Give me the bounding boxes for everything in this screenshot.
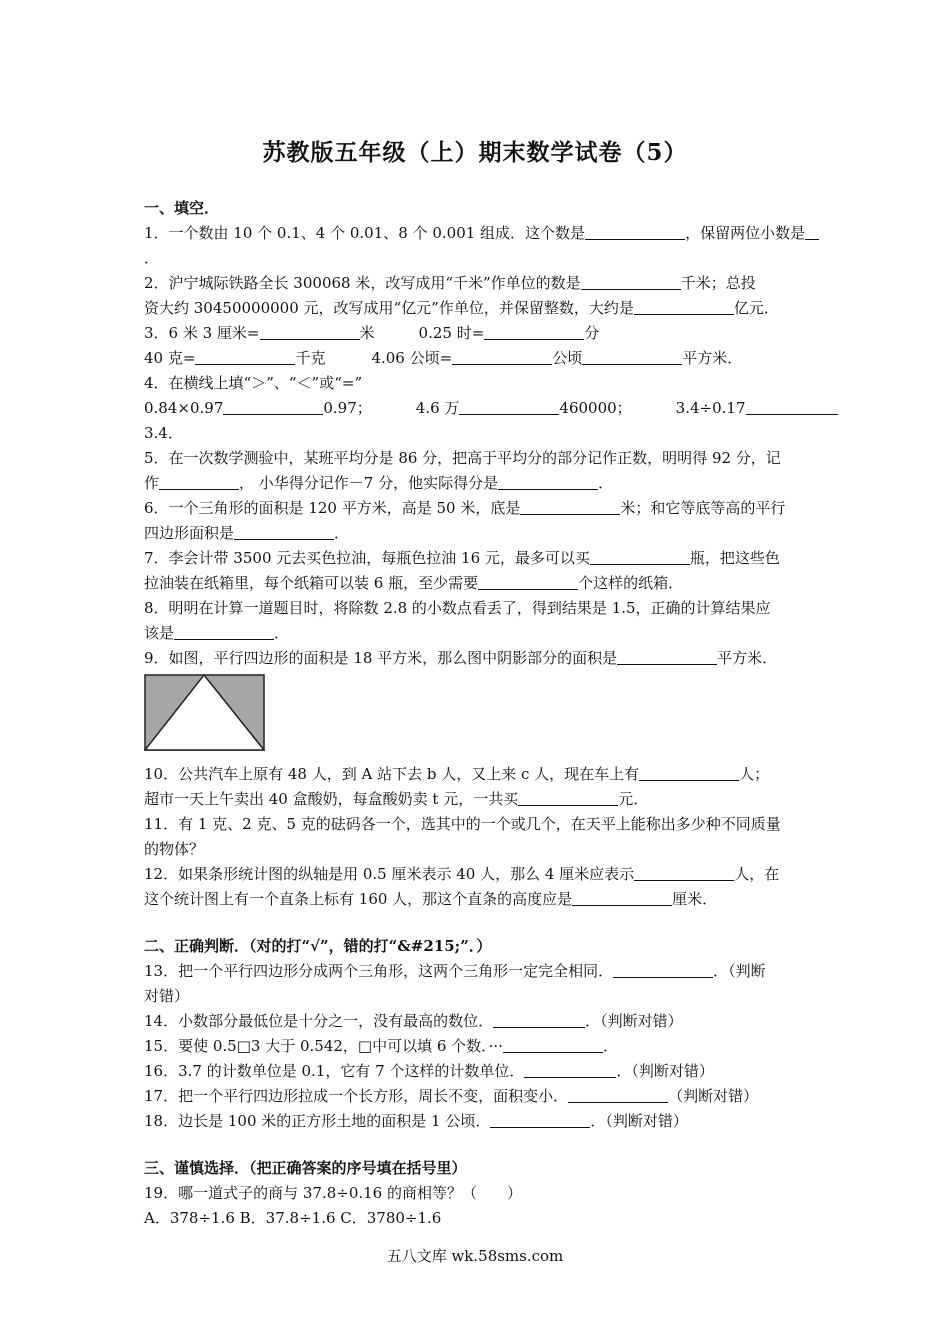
answer-blank[interactable]	[805, 223, 819, 240]
answer-blank[interactable]	[490, 1111, 590, 1128]
section-2-heading: 二、正确判断．（对的打“√”，错的打“&#215;”．）	[144, 937, 492, 955]
question-17: 17．把一个平行四边形拉成一个长方形，周长不变，面积变小． （判断对错）	[144, 1087, 759, 1105]
question-4: 4．在横线上填“＞”、“＜”或“=”	[144, 374, 363, 392]
answer-blank[interactable]	[452, 348, 552, 365]
answer-blank[interactable]	[524, 1061, 616, 1078]
footer-watermark: 五八文库 wk.58sms.com	[386, 1247, 564, 1265]
answer-blank[interactable]	[746, 398, 838, 415]
page-title: 苏教版五年级（上）期末数学试卷（5）	[262, 139, 688, 166]
answer-blank[interactable]	[613, 961, 713, 978]
answer-blank[interactable]	[572, 889, 672, 906]
question-1: 1．一个数由 10 个 0.1、4 个 0.01、8 个 0.001 组成．这个数是 ，保留两位小数是	[144, 221, 809, 246]
answer-blank[interactable]	[520, 498, 620, 515]
answer-blank[interactable]	[639, 764, 739, 781]
answer-blank[interactable]	[223, 398, 323, 415]
question-3: 3．6 米 3 厘米= 米 0.25 时= 分	[144, 324, 600, 342]
answer-blank[interactable]	[478, 573, 578, 590]
question-10: 10．公共汽车上原有 48 人，到 A 站下去 b 人，又上来 c 人，现在车上有 人；	[144, 765, 770, 783]
answer-blank[interactable]	[498, 473, 598, 490]
question-2: 2．沪宁城际铁路全长 300068 米，改写成用“千米”作单位的数是 千米；总投	[144, 274, 756, 292]
question-14: 14．小数部分最低位是十分之一，没有最高的数位． ．（判断对错）	[144, 1012, 683, 1030]
parallelogram-figure	[144, 674, 809, 759]
question-18: 18．边长是 100 米的正方形土地的面积是 1 公顷． ．（判断对错）	[144, 1112, 688, 1130]
question-13: 13．把一个平行四边形分成两个三角形，这两个三角形一定完全相同． ．（判断	[144, 962, 766, 980]
question-5: 5．在一次数学测验中，某班平均分是 86 分，把高于平均分的部分记作正数，明明得 92 分，记	[144, 449, 781, 467]
question-6: 6．一个三角形的面积是 120 平方米，高是 50 米，底是 米；和它等底等高的平行	[144, 499, 786, 517]
answer-blank[interactable]	[617, 648, 717, 665]
exam-content: 一、填空． 1．一个数由 10 个 0.1、4 个 0.01、8 个 0.001 组成．这个数是 ，保留两位小数是 ． 2．沪宁城际铁路全长 300068 米，改写成用“千米”作单位的数是 千米；总投 资大约 30450000000 元，改写成用“亿元”作单位，并保留整数，大约是 亿元． 3．6 米 3 厘米= 米 0.25 时= 分 40 克= 千克 4.06 公顷= 公顷 平方米． 4．在横线上填“＞”、“＜”或“=” 0.84×0.97 0.97； 4.6 万 460000； 3.4÷0.17 3.4． 5．在一次数学测验中，某班平均分是 86 分，把高于平均分的部分记作正数，明明得 92 分，记 作 ， 小华得分记作－7 分，他实际得分是 ． 6．一个三角形的面积是 120 平方米，高是 50 米，底是 米；和它等底等高的平行 四边形面积是 ． 7．李会计带 3500 元去买色拉油，每瓶色拉油 16 元，最多可以买 瓶，把这些色 拉油装在纸箱里，每个纸箱可以装 6 瓶，至少需要 个这样的纸箱． 8．明明在计算一道题目时，将除数 2.8 的小数点看丢了，得到结果是 1.5，正确的计算结果应 该是 ． 9．如图，平行四边形的面积是 18 平方米，那么图中阴影部分的面积是 平方米． 10．公共汽车上原有 48 人，到 A 站下去 b 人，又上来 c 人，现在车上有 人； 超市一天上午卖出 40 盒酸奶，每盒酸奶卖 t 元，一共买 元． 11．有 1 克、2 克、5 克的砝码各一个，选其中的一个或几个，在天平上能称出多少种不同质量 的物体？ 12．如果条形统计图的纵轴是用 0.5 厘米表示 40 人，那么 4 厘米应表示 人，在 这个统计图上有一个直条上标有 160 人，那这个直条的高度应是 厘米． 二、正确判断．（对的打“√”，错的打“&#215;”．） 13．把一个平行四边形分成两个三角形，这两个三角形一定完全相同． ．（判断 对错） 14．小数部分最低位是十分之一，没有最高的数位． ．（判断对错） 15．要使 0.5□3 大于 0.542，□中可以填 6 个数．··· ． 16．3.7 的计数单位是 0.1，它有 7 个这样的计数单位． ．（判断对错） 17．把一个平行四边形拉成一个长方形，周长不变，面积变小． （判断对错） 18．边长是 100 米的正方形土地的面积是 1 公顷． ．（判断对错） 三、谨慎选择．（把正确答案的序号填在括号里） 19．哪一道式子的商与 37.8÷0.16 的商相等？（ ） A．378÷1.6 B．37.8÷1.6 C．3780÷1.6	[144, 196, 809, 1231]
question-16: 16．3.7 的计数单位是 0.1，它有 7 个这样的计数单位． ．（判断对错）	[144, 1062, 714, 1080]
answer-blank[interactable]	[459, 398, 559, 415]
answer-blank[interactable]	[590, 548, 690, 565]
answer-blank[interactable]	[234, 523, 334, 540]
answer-blank[interactable]	[159, 473, 239, 490]
answer-blank[interactable]	[582, 348, 682, 365]
question-7: 7．李会计带 3500 元去买色拉油，每瓶色拉油 16 元，最多可以买 瓶，把这些色	[144, 549, 780, 567]
answer-blank[interactable]	[484, 323, 584, 340]
shaded-triangle-diagram	[144, 674, 265, 751]
question-19: 19．哪一道式子的商与 37.8÷0.16 的商相等？（ ）	[144, 1184, 522, 1202]
answer-blank[interactable]	[634, 298, 734, 315]
answer-blank[interactable]	[585, 223, 685, 240]
answer-blank[interactable]	[174, 623, 274, 640]
answer-blank[interactable]	[518, 789, 618, 806]
answer-blank[interactable]	[503, 1036, 603, 1053]
question-11: 11．有 1 克、2 克、5 克的砝码各一个，选其中的一个或几个，在天平上能称出多少种不同质量	[144, 815, 781, 833]
question-9: 9．如图，平行四边形的面积是 18 平方米，那么图中阴影部分的面积是 平方米．	[144, 649, 778, 667]
question-15: 15．要使 0.5□3 大于 0.542，□中可以填 6 个数．··· ．	[144, 1037, 618, 1055]
answer-blank[interactable]	[195, 348, 295, 365]
answer-blank[interactable]	[568, 1086, 668, 1103]
answer-blank[interactable]	[260, 323, 360, 340]
question-12: 12．如果条形统计图的纵轴是用 0.5 厘米表示 40 人，那么 4 厘米应表示 人，在	[144, 865, 780, 883]
answer-blank[interactable]	[493, 1011, 585, 1028]
section-3-heading: 三、谨慎选择．（把正确答案的序号填在括号里）	[144, 1159, 467, 1177]
answer-blank[interactable]	[634, 864, 734, 881]
question-19-options: A．378÷1.6 B．37.8÷1.6 C．3780÷1.6	[144, 1209, 442, 1227]
answer-blank[interactable]	[581, 273, 681, 290]
question-8: 8．明明在计算一道题目时，将除数 2.8 的小数点看丢了，得到结果是 1.5，正确的计算结果应	[144, 599, 771, 617]
section-1-heading: 一、填空．	[144, 199, 220, 217]
